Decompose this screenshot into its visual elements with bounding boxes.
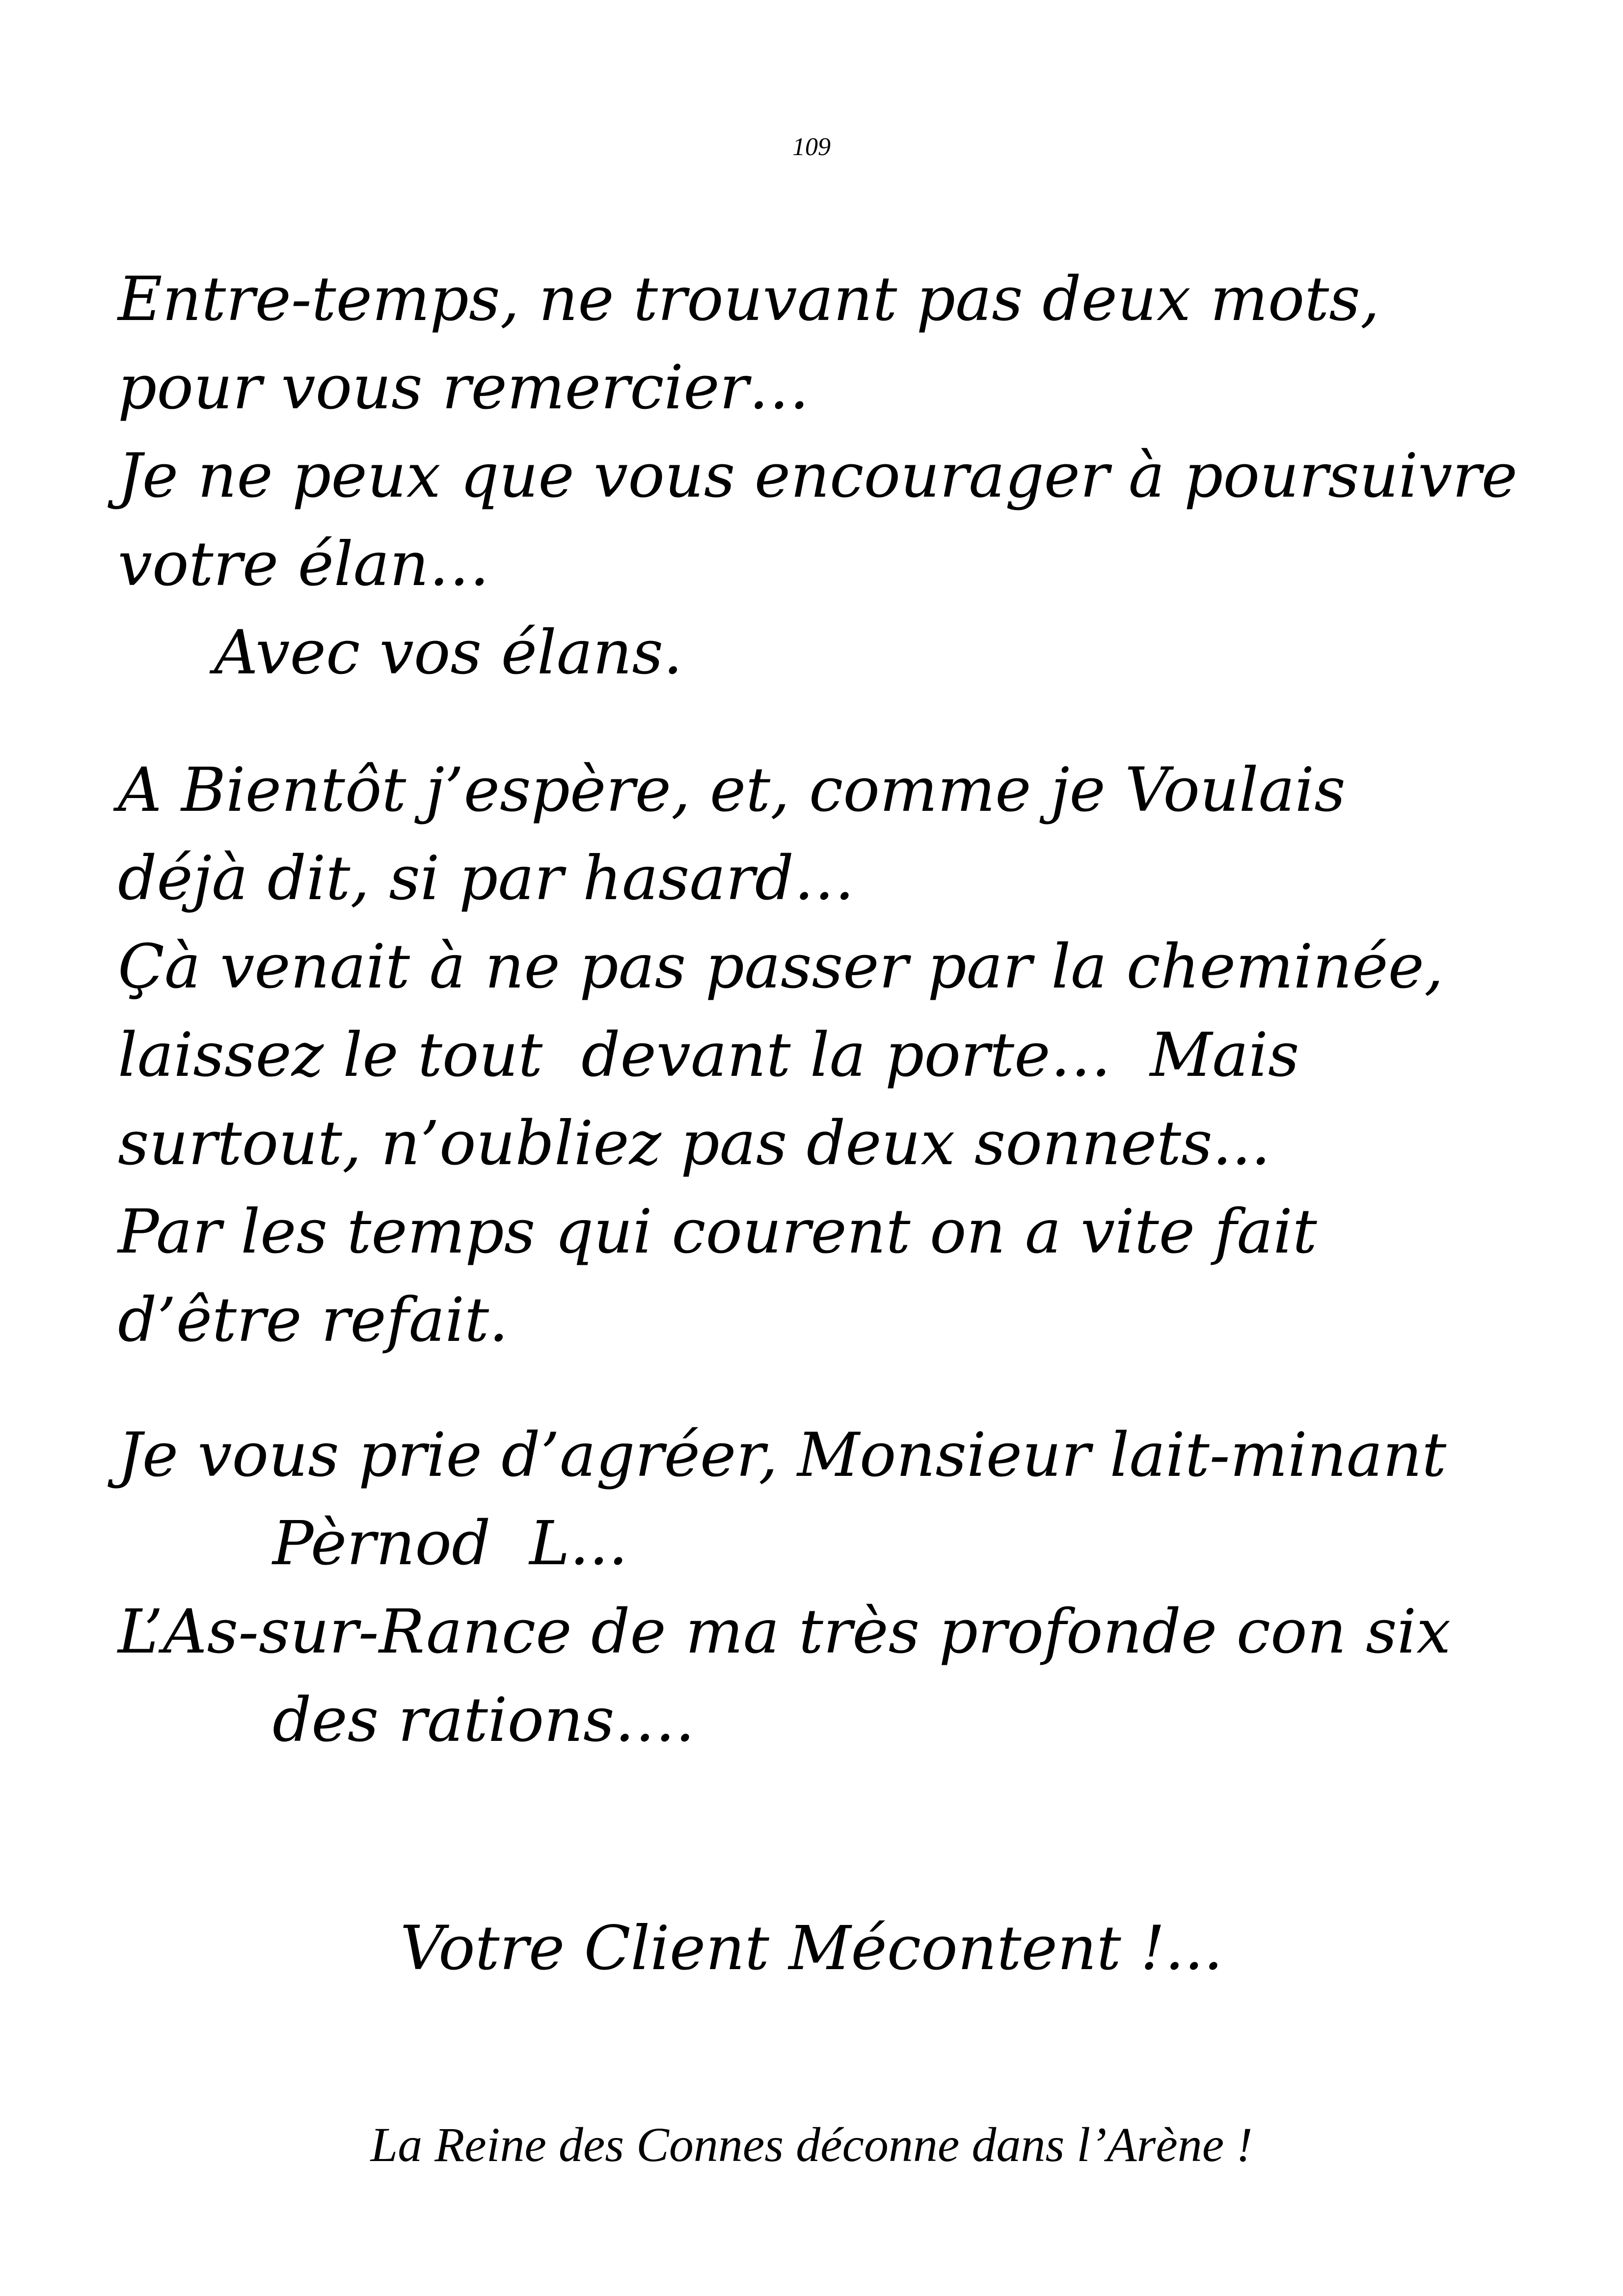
text-line: déjà dit, si par hasard… [118, 843, 855, 914]
text-line: Çà venait à ne pas passer par la cheminée, [118, 932, 1444, 1002]
text-line: L’As-sur-Rance de ma très profonde con six [118, 1597, 1451, 1667]
text-line: Entre-temps, ne trouvant pas deux mots, [118, 264, 1380, 335]
paragraph [118, 255, 1542, 697]
text-line: des rations…. [272, 1685, 695, 1756]
paragraph [118, 1411, 1542, 1764]
page-number: 109 [792, 133, 831, 161]
text-line: pour vous remercier… [118, 352, 810, 423]
text-line: surtout, n’oubliez pas deux sonnets... [118, 1108, 1271, 1179]
text-line: Je vous prie d’agréer, Monsieur lait-minant [118, 1420, 1447, 1491]
text-line: laissez le tout devant la porte… Mais [118, 1020, 1299, 1091]
text-line: votre élan… [118, 529, 490, 600]
text-line: Avec vos élans. [214, 617, 683, 688]
text-line: Pèrnod L... [272, 1508, 628, 1579]
text-line: Par les temps qui courent on a vite fait [118, 1197, 1317, 1267]
signature: Votre Client Mécontent !... [400, 1913, 1223, 1984]
paragraph [118, 746, 1542, 1364]
text-line: A Bientôt j’espère, et, comme je Voulais [118, 755, 1346, 826]
text-line: d’être refait. [118, 1285, 509, 1356]
text-line: Je ne peux que vous encourager à poursuivre [118, 441, 1518, 511]
footer-caption: La Reine des Connes déconne dans l’Arène ! [370, 2117, 1253, 2172]
